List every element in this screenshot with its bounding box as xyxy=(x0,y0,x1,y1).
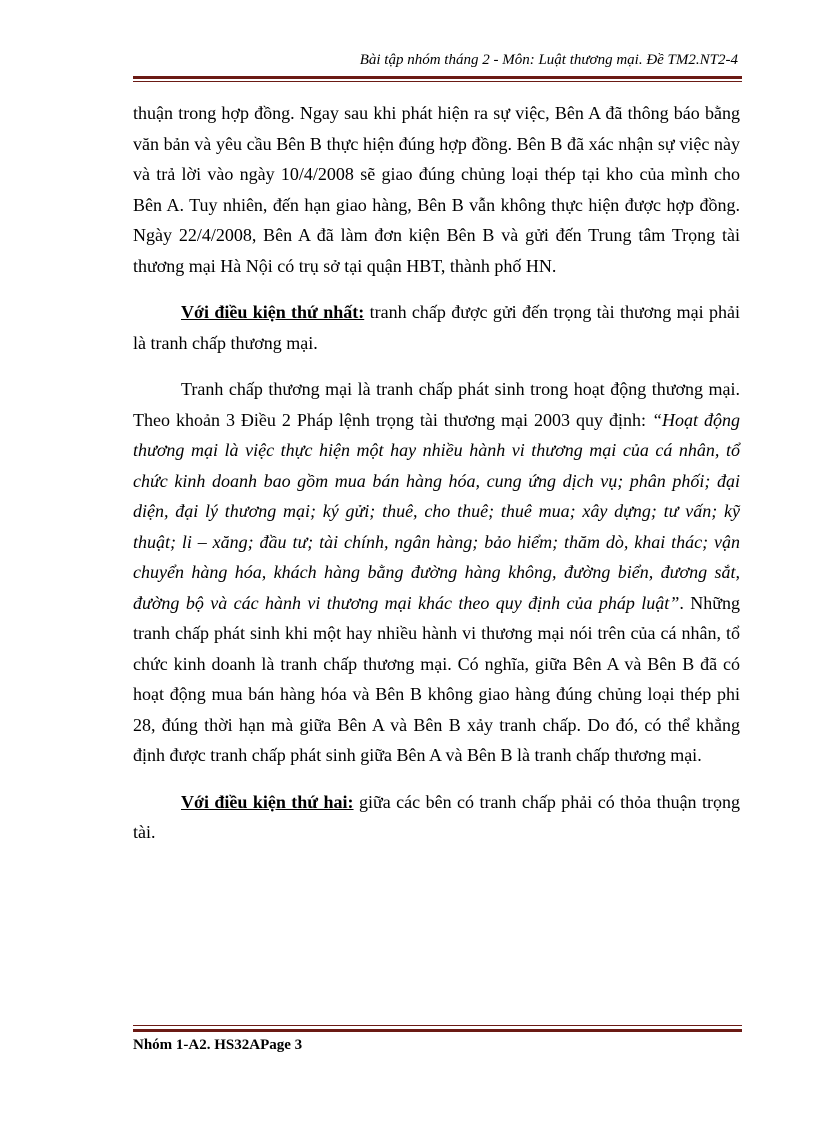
footer-rule-thin xyxy=(133,1025,742,1026)
paragraph-3-intro: Tranh chấp thương mại là tranh chấp phát sinh trong hoạt động thương mại. Theo khoản 3 Điều 2 Pháp lệnh trọng tài thương mại 2003 quy định: xyxy=(133,379,740,430)
legal-quote: “Hoạt động thương mại là việc thực hiện một hay nhiều hành vi thương mại của cá nhân, tổ chức kinh doanh bao gồm mua bán hàng hóa, cung ứng dịch vụ; phân phối; đại diện, đại lý thương mại; ký gửi; thuê, cho thuê; thuê mua; xây dựng; tư vấn; kỹ thuật; li – xăng; đầu tư; tài chính, ngân hàng; bảo hiểm; thăm dò, khai thác; vận chuyển hàng hóa, khách hàng bằng đường hàng không, đường biển, đương sắt, đường bộ và các hành vi thương mại khác theo quy định của pháp luật” xyxy=(133,409,740,613)
condition-1-label: Với điều kiện thứ nhất: xyxy=(181,302,365,322)
footer-rule xyxy=(133,1029,742,1032)
paragraph-3 xyxy=(133,374,740,771)
header-rule xyxy=(133,76,742,79)
condition-2-label: Với điều kiện thứ hai: xyxy=(181,791,354,812)
header-rule-thin xyxy=(133,81,742,82)
document-body xyxy=(133,98,740,864)
paragraph-1: thuận trong hợp đồng. Ngay sau khi phát hiện ra sự việc, Bên A đã thông báo bằng văn bản và yêu cầu Bên B thực hiện đúng hợp đồng. Bên B đã xác nhận sự việc này và trả lời vào ngày 10/4/2008 sẽ giao đúng chủng loại thép tại kho của mình cho Bên A. Tuy nhiên, đến hạn giao hàng, Bên B vẫn không thực hiện được hợp đồng. Ngày 22/4/2008, Bên A đã làm đơn kiện Bên B và gửi đến Trung tâm Trọng tài thương mại Hà Nội có trụ sở tại quận HBT, thành phố HN. xyxy=(133,103,740,276)
page-footer: Nhóm 1-A2. HS32APage 3 xyxy=(133,1037,303,1053)
paragraph-3-rest: . Những tranh chấp phát sinh khi một hay nhiều hành vi thương mại nói trên của cá nhân, tổ chức kinh doanh là tranh chấp thương mại. Có nghĩa, giữa Bên A và Bên B đã có hoạt động mua bán hàng hóa và Bên B không giao hàng đúng chủng loại thép phi 28, đúng thời hạn mà giữa Bên A và Bên B xảy tranh chấp. Do đó, có thể khẳng định được tranh chấp phát sinh giữa Bên A và Bên B là tranh chấp thương mại. xyxy=(133,592,740,765)
condition-1-text: tranh chấp được gửi đến trọng tài thương mại phải là tranh chấp thương mại. xyxy=(133,302,740,353)
page-header: Bài tập nhóm tháng 2 - Môn: Luật thương mại. Đề TM2.NT2-4 xyxy=(359,52,738,68)
paragraph-4 xyxy=(133,787,740,848)
condition-2-text: giữa các bên có tranh chấp phải có thỏa thuận trọng tài. xyxy=(133,791,740,842)
paragraph-2 xyxy=(133,297,740,358)
